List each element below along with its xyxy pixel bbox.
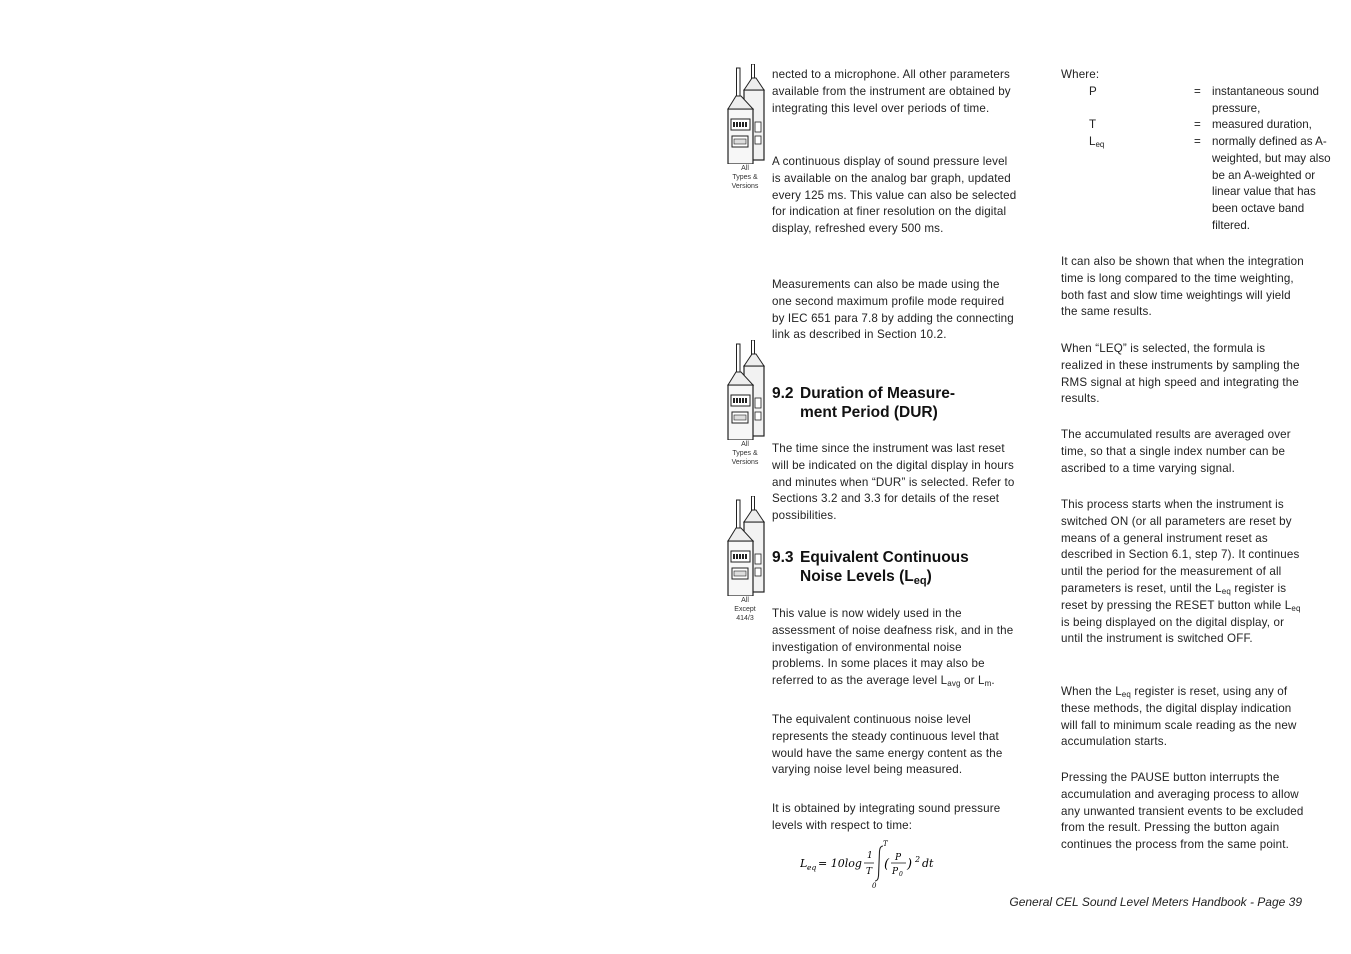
formula-rhs: = 10log (818, 857, 862, 870)
section-title-line1: Duration of Measure- (800, 385, 956, 402)
icon-caption-3: Versions (731, 183, 759, 190)
symbol-base: L (1089, 135, 1096, 148)
definition-equals: = (1194, 85, 1201, 98)
section-title-line2 (772, 567, 969, 586)
formula-fraction-den: T (866, 867, 873, 877)
definition-equals: = (1194, 135, 1201, 148)
text-run: This value is now widely used in the assessment of noise deafness risk, and in the investigation of environmental noise problems. In some places it may also be referred to as the average level L (772, 607, 1014, 688)
paragraph-display: A continuous display of sound pressure level is available on the analog bar graph, updated every 125 ms. This value can also be selected for indication at finer resolution on the digital display, refreshed every 500 ms. (772, 155, 1017, 236)
definition-row (1089, 117, 1339, 134)
section-title-line2: ment Period (DUR) (800, 404, 938, 421)
paragraph-profile: Measurements can also be made using the one second maximum profile mode required by IEC 651 para 7.8 by adding the connecting link as described in Section 10.2. (772, 278, 1014, 342)
section-heading-9-3 (772, 548, 969, 586)
section-title-end: ) (926, 568, 932, 585)
section-title-text: Noise Levels (L (800, 568, 914, 585)
paragraph-integrate: It is obtained by integrating sound pressure levels with respect to time: (772, 802, 1001, 832)
paragraph-leq-intro (772, 606, 1017, 690)
icon-caption-3: Versions (731, 459, 759, 466)
text-run: is being displayed on the digital display, or until the instrument is switched OFF. (1061, 615, 1285, 646)
subscript-eq: eq (1221, 586, 1231, 596)
section-title-subscript: eq (913, 575, 927, 587)
section-title-line1: Equivalent Continuous (800, 549, 969, 566)
text-run: When the L (1061, 685, 1122, 698)
subscript-eq: eq (1121, 690, 1131, 699)
sound-level-meter-icon (724, 64, 766, 164)
text-run: . (991, 674, 995, 688)
definition-symbol (1089, 134, 1104, 151)
icon-caption-1: All (741, 165, 749, 172)
icon-caption-2: Types & (732, 174, 758, 181)
integral-sign (875, 846, 883, 881)
formula-power: 2 (915, 855, 921, 864)
symbol-subscript: eq (1095, 140, 1105, 149)
paragraph-leq-selected: When “LEQ” is selected, the formula is realized in these instruments by sampling the RMS signal at high speed and integrating the results. (1061, 342, 1300, 406)
definition-text: normally defined as A-weighted, but may also be an A-weighted or linear value that has been octave band filtered. (1212, 135, 1331, 232)
paragraph-intro: nected to a microphone. All other parameters available from the instrument are obtained by integrating this level over periods of time. (772, 68, 1011, 115)
formula-lhs-sub: eq (807, 863, 817, 872)
meter-icon (724, 496, 766, 623)
paragraph-duration: The time since the instrument was last reset will be indicated on the digital display in hours and minutes when “DUR” is selected. Refer to Sections 3.2 and 3.3 for details of the reset possibilities. (772, 442, 1015, 523)
formula-svg (800, 838, 960, 890)
meter-icon (724, 340, 766, 467)
icon-caption-1: All (741, 441, 749, 448)
sound-level-meter-icon (724, 496, 766, 596)
integral-upper: T (883, 840, 888, 848)
sound-level-meter-icon (724, 340, 766, 440)
definition-symbol: T (1089, 118, 1097, 131)
text-run: This process starts when the instrument is switched ON (or all parameters are reset by means of a general instrument reset as described in Section 6.1, step 7). It continues until the period for the measurement of all parameters is reset, until the L (1061, 498, 1300, 595)
subscript-m: m (984, 679, 992, 689)
section-number: 9.2 (772, 385, 794, 402)
subscript-avg: avg (947, 679, 961, 689)
ratio-num: P (895, 853, 902, 863)
definition-symbol: P (1089, 85, 1097, 98)
paragraph-pause: Pressing the PAUSE button interrupts the accumulation and averaging process to allow any unwanted transient events to be excluded from the result. Pressing the button again continues the process from the same point. (1061, 771, 1304, 852)
subscript-eq: eq (1291, 603, 1301, 613)
definition-text: instantaneous sound pressure, (1212, 85, 1320, 115)
definition-equals: = (1194, 118, 1201, 131)
paren-close: ) (907, 857, 913, 872)
paragraph-process (1061, 497, 1306, 648)
paragraph-reset (1061, 684, 1306, 751)
formula-lhs: L (800, 857, 808, 870)
where-label: Where: (1061, 68, 1100, 81)
leq-formula (800, 838, 960, 893)
definition-row (1089, 84, 1339, 118)
icon-caption-3: 414/3 (736, 615, 754, 622)
icon-caption-2: Except (734, 606, 756, 613)
formula-dt: dt (922, 857, 934, 870)
paragraph-integration-time: It can also be shown that when the integration time is long compared to the time weighting, both fast and slow time weightings will yield the same results. (1061, 255, 1304, 319)
paragraph-equivalent: The equivalent continuous noise level represents the steady continuous level that would have the same energy content as the varying noise level being measured. (772, 713, 1003, 777)
section-number: 9.3 (772, 549, 794, 566)
meter-icon (724, 64, 766, 191)
paren-open: ( (884, 857, 890, 872)
icon-caption-1: All (741, 597, 749, 604)
text-run: register is reset, using any of these methods, the digital display indication will fall to minimum scale reading as the new accumulation starts. (1061, 685, 1297, 749)
page-footer: General CEL Sound Level Meters Handbook - Page 39 (1009, 895, 1302, 909)
icon-caption-2: Types & (732, 450, 758, 457)
text-run: or L (960, 674, 985, 688)
integral-lower: 0 (872, 882, 877, 890)
definition-text: measured duration, (1212, 118, 1312, 131)
section-heading-9-2 (772, 384, 955, 422)
ratio-den: P (892, 867, 899, 877)
definition-row (1089, 134, 1339, 236)
formula-fraction-num: 1 (867, 851, 873, 861)
paragraph-averaged: The accumulated results are averaged over time, so that a single index number can be ascribed to a time varying signal. (1061, 428, 1291, 475)
ratio-den-sub: 0 (899, 871, 903, 878)
text-run: register is reset by pressing the RESET button while L (1061, 581, 1292, 612)
